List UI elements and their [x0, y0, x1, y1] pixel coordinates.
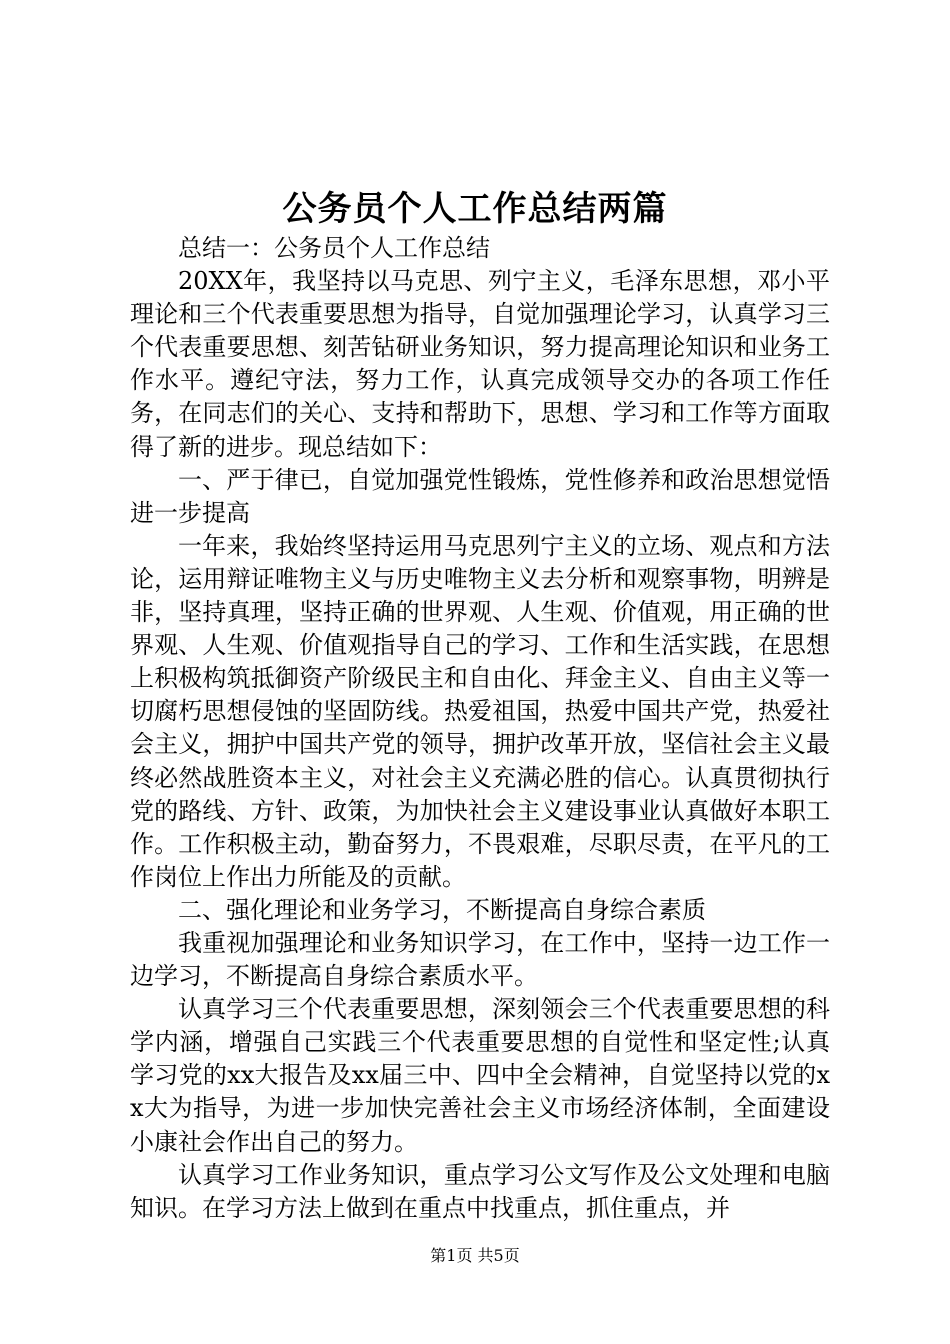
paragraph-study-overview: 我重视加强理论和业务知识学习，在工作中，坚持一边工作一边学习，不断提高自身综合素质水平。 — [130, 928, 830, 991]
document-body — [130, 232, 830, 1225]
paragraph-section-two-heading: 二、强化理论和业务学习，不断提高自身综合素质 — [178, 895, 706, 924]
paragraph-business-study: 认真学习工作业务知识，重点学习公文写作及公文处理和电脑知识。在学习方法上做到在重点中找重点，抓住重点，并 — [130, 1160, 830, 1222]
document-title: 公务员个人工作总结两篇 — [282, 189, 668, 229]
paragraph-summary-heading: 总结一：公务员个人工作总结 — [178, 234, 490, 262]
paragraph-intro: 20XX年，我坚持以马克思、列宁主义，毛泽东思想，邓小平理论和三个代表重要思想为指导，自觉加强理论学习，认真学习三个代表重要思想、刻苦钻研业务知识，努力提高理论知识和业务工作水平。遵纪守法，努力工作，认真完成领导交办的各项工作任务，在同志们的关心、支持和帮助下，思想、学习和工作等方面取得了新的进步。现总结如下： — [130, 267, 830, 461]
paragraph-theory-study: 认真学习三个代表重要思想，深刻领会三个代表重要思想的科学内涵，增强自己实践三个代表重要思想的自觉性和坚定性;认真学习党的xx大报告及xx届三中、四中全会精神，自觉坚持以党的xx大为指导，为进一步加快完善社会主义市场经济体制，全面建设小康社会作出自己的努力。 — [130, 995, 830, 1156]
paragraph-section-one-body: 一年来，我始终坚持运用马克思列宁主义的立场、观点和方法论，运用辩证唯物主义与历史唯物主义去分析和观察事物，明辨是非，坚持真理，坚持正确的世界观、人生观、价值观，用正确的世界观、人生观、价值观指导自己的学习、工作和生活实践，在思想上积极构筑抵御资产阶级民主和自由化、拜金主义、自由主义等一切腐朽思想侵蚀的坚固防线。热爱祖国，热爱中国共产党，热爱社会主义，拥护中国共产党的领导，拥护改革开放，坚信社会主义最终必然战胜资本主义，对社会主义充满必胜的信心。认真贯彻执行党的路线、方针、政策，为加快社会主义建设事业认真做好本职工作。工作积极主动，勤奋努力，不畏艰难，尽职尽责，在平凡的工作岗位上作出力所能及的贡献。 — [130, 531, 830, 891]
page-footer: 第1页 共5页 — [430, 1246, 520, 1265]
paragraph-section-one-heading: 一、严于律已，自觉加强党性锻炼，党性修养和政治思想觉悟进一步提高 — [130, 465, 830, 527]
